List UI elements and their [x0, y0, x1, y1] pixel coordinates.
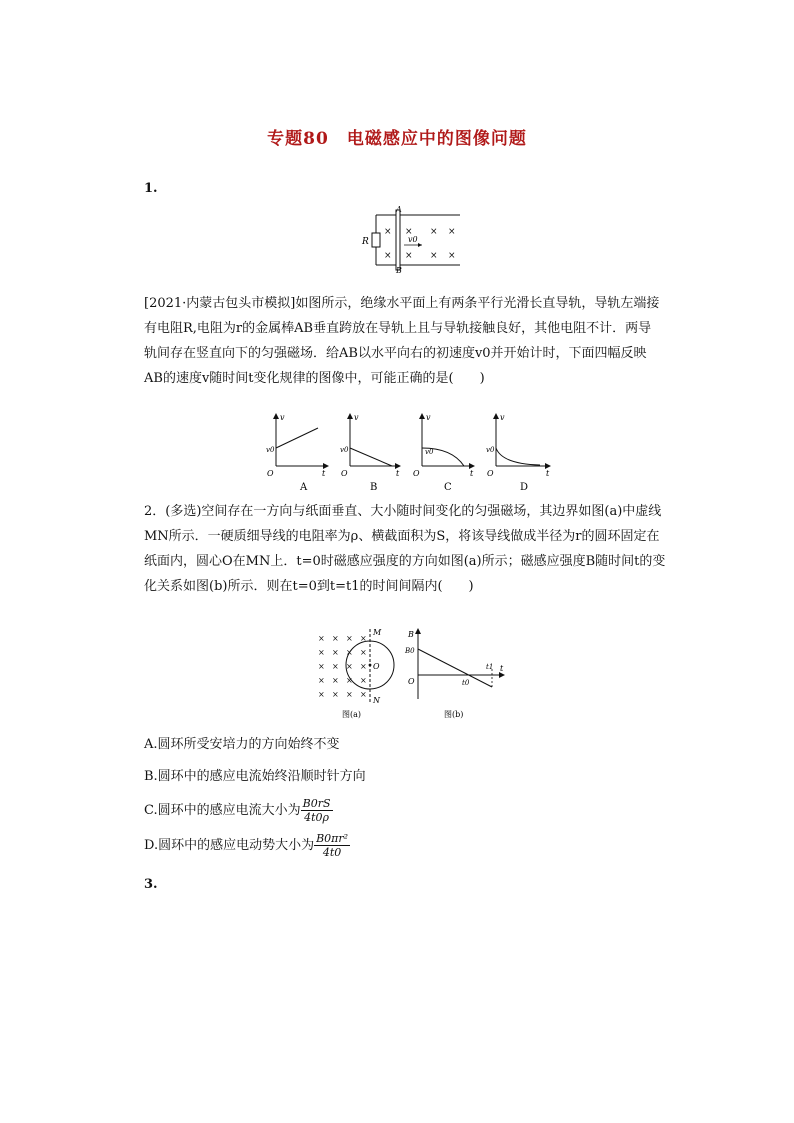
graph-d-v0: v0 — [486, 446, 495, 454]
q2-option-c-numerator: B0rS — [302, 797, 331, 810]
label-O: O — [373, 662, 380, 671]
q2-option-c-fraction — [301, 797, 333, 824]
svg-text:×: × — [346, 634, 353, 643]
svg-text:×: × — [332, 648, 339, 657]
q2-option-c-text: C.圆环中的感应电流大小为 — [144, 803, 301, 818]
graph-b-origin: O — [341, 469, 348, 478]
graph-b-v0: v0 — [340, 446, 349, 454]
q1-rail-figure — [360, 205, 464, 273]
graph-c-axis-v: v — [426, 413, 431, 422]
graph-b-caption: B — [370, 482, 378, 492]
svg-text:×: × — [332, 662, 339, 671]
q2-option-d — [144, 832, 350, 859]
q2-figure-a — [312, 625, 400, 720]
svg-text:×: × — [384, 251, 392, 261]
svg-text:×: × — [384, 227, 392, 237]
fig-b-caption: 图(b) — [444, 710, 464, 719]
svg-text:×: × — [448, 251, 456, 261]
svg-text:×: × — [318, 676, 325, 685]
question-3-number: 3. — [144, 877, 158, 892]
b-t-line — [418, 649, 492, 687]
graph-c-caption: C — [444, 482, 452, 492]
q2-option-d-denominator: 4t0 — [322, 846, 342, 859]
svg-text:×: × — [346, 690, 353, 699]
q2-figure-b — [404, 625, 516, 720]
graph-a-axis-v: v — [280, 413, 285, 422]
svg-text:×: × — [360, 676, 367, 685]
svg-text:×: × — [430, 227, 438, 237]
page-title: 专题80 电磁感应中的图像问题 — [267, 129, 527, 149]
graph-d-caption: D — [520, 482, 529, 492]
svg-text:×: × — [430, 251, 438, 261]
svg-text:×: × — [405, 227, 413, 237]
origin-O: O — [408, 677, 415, 686]
graph-c-v0: v0 — [425, 448, 434, 456]
fig-a-caption: 图(a) — [342, 710, 362, 719]
svg-text:×: × — [318, 648, 325, 657]
q2-option-c-denominator: 4t0ρ — [304, 811, 330, 824]
svg-text:×: × — [360, 648, 367, 657]
graph-d-origin: O — [487, 469, 494, 478]
label-R: R — [362, 237, 369, 247]
label-N: N — [373, 696, 380, 705]
q2-option-c — [144, 797, 333, 824]
svg-text:×: × — [346, 648, 353, 657]
label-A: A — [396, 205, 402, 214]
q1-graph-options — [258, 410, 558, 492]
label-t1: t1 — [486, 663, 494, 671]
svg-text:×: × — [360, 690, 367, 699]
svg-text:×: × — [332, 690, 339, 699]
svg-text:×: × — [318, 634, 325, 643]
label-B: B — [396, 266, 402, 273]
svg-text:×: × — [405, 251, 413, 261]
axis-B: B — [408, 630, 414, 639]
svg-text:×: × — [332, 676, 339, 685]
question-2-text: 2．(多选)空间存在一方向与纸面垂直、大小随时间变化的匀强磁场，其边界如图(a)中虚线MN所示．一硬质细导线的电阻率为ρ、横截面积为S，将该导线做成半径为r的圆环固定在纸面内，圆心O在MN上．t=0时磁感应强度的方向如图(a)所示；磁感应强度B随时间t的变化关系如图(b)所示．则在t=0到t=t1的时间间隔内( ) — [144, 504, 666, 594]
svg-text:×: × — [360, 662, 367, 671]
svg-text:×: × — [448, 227, 456, 237]
graph-a-axis-t: t — [322, 469, 326, 478]
question-1-text: [2021·内蒙古包头市模拟]如图所示，绝缘水平面上有两条平行光滑长直导轨，导轨左端接有电阻R,电阻为r的金属棒AB垂直跨放在导轨上且与导轨接触良好，其他电阻不计．两导轨间存在竖直向下的匀强磁场．给AB以水平向右的初速度v0并开始计时，下面四幅反映AB的速度v随时间t变化规律的图像中，可能正确的是( ) — [144, 296, 660, 386]
axis-t: t — [500, 664, 504, 673]
label-B0: B0 — [405, 647, 415, 655]
svg-text:×: × — [346, 662, 353, 671]
graph-a-caption: A — [300, 482, 308, 492]
q2-option-a: A.圆环所受安培力的方向始终不变 — [144, 737, 340, 752]
svg-text:×: × — [332, 634, 339, 643]
label-v0: v0 — [408, 235, 418, 244]
q2-option-d-text: D.圆环中的感应电动势大小为 — [144, 838, 315, 853]
question-1-number: 1. — [144, 181, 158, 196]
svg-text:×: × — [360, 634, 367, 643]
label-t0: t0 — [462, 679, 470, 687]
graph-c-origin: O — [413, 469, 420, 478]
graph-b-axis-t: t — [396, 469, 400, 478]
graph-b-axis-v: v — [354, 413, 359, 422]
svg-text:×: × — [346, 676, 353, 685]
q2-option-d-fraction — [314, 832, 350, 859]
q2-option-b: B.圆环中的感应电流始终沿顺时针方向 — [144, 769, 366, 784]
svg-text:×: × — [318, 690, 325, 699]
graph-d-axis-v: v — [500, 413, 505, 422]
q2-option-d-numerator: B0πr² — [316, 832, 349, 845]
label-M: M — [373, 628, 382, 637]
graph-a-origin: O — [267, 469, 274, 478]
graph-d-axis-t: t — [546, 469, 550, 478]
graph-a-v0: v0 — [266, 446, 275, 454]
graph-c-axis-t: t — [470, 469, 474, 478]
svg-text:×: × — [318, 662, 325, 671]
